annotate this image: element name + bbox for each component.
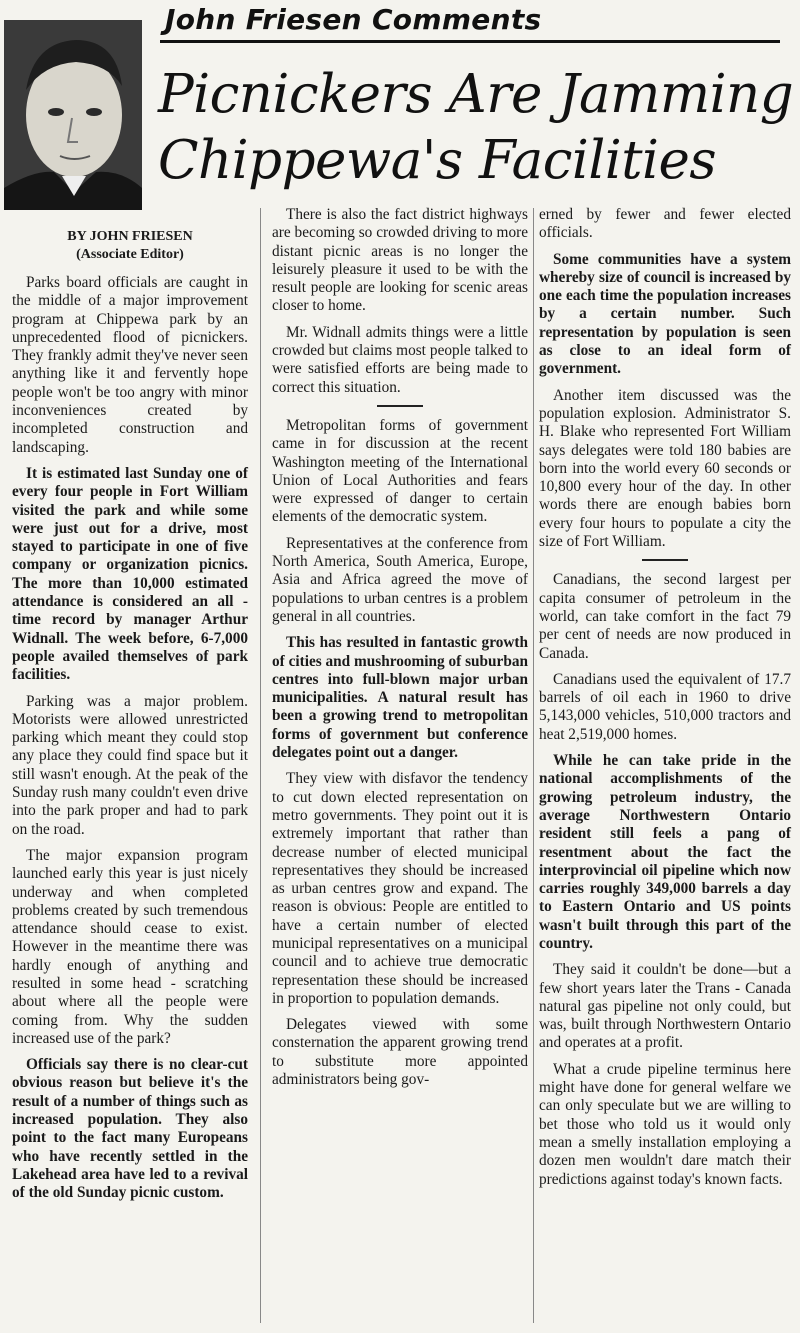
byline-role: (Associate Editor)	[76, 247, 184, 262]
paragraph: Delegates viewed with some consternation the apparent growing trend to substitute more appointed administrators being gov-	[272, 1016, 528, 1089]
paragraph: The major expansion program launched early this year is just nicely underway and when completed problems created by such tremendous attendance should cease to exist. However in the meantime there was hardly enough of anything and resulted in some head - scratching about where all the people were coming from. Why the sudden increased use of the park?	[12, 846, 248, 1047]
paragraph: Canadians, the second largest per capita consumer of petroleum in the world, can take comfort in the fact 79 per cent of needs are now produced in Canada.	[539, 571, 791, 662]
column-divider	[533, 208, 534, 1323]
paragraph: Parking was a major problem. Motorists were allowed unrestricted parking which meant they could stop any place they could find space but it still wasn't enough. At the peak of the Sunday rush many couldn't even drive into the park proper and had to park on the road.	[12, 692, 248, 838]
paragraph: It is estimated last Sunday one of every four people in Fort William visited the park and while some were just out for a drive, most stayed to participate in one of five company or organization picnics. The more than 10,000 estimated attendance is considered an all - time record by manager Arthur Widnall. The week before, 6-7,000 people availed themselves of park facilities.	[12, 464, 248, 684]
paragraph: Representatives at the conference from North America, South America, Europe, Asia and Africa agreed the move of populations to urban centres is a problem general in all countries.	[272, 534, 528, 625]
paragraph: Metropolitan forms of government came in for discussion at the recent Washington meeting of the International Union of Local Authorities and fears were expressed of danger to certain elements of the democratic system.	[272, 416, 528, 526]
kicker-title: John Friesen Comments	[165, 3, 542, 36]
paragraph: This has resulted in fantastic growth of cities and mushrooming of suburban centres into full-blown major urban municipalities. A natural result has been a growing trend to metropolitan forms of government but conference delegates point out a danger.	[272, 634, 528, 762]
column-1	[12, 210, 248, 1211]
paragraph: Parks board officials are caught in the middle of a major improvement program at Chippewa park by an unprecedented flood of picnickers. They frankly admit they've never seen anything like it and fervently hope people won't be too angry with minor inconveniences created by incompleted construction and landscaping.	[12, 274, 248, 456]
column-2	[272, 206, 528, 1097]
paragraph: Another item discussed was the population explosion. Administrator S. H. Blake who represented Fort William says delegates were told 180 babies are born into the world every 60 seconds or 10,800 every hour of the day. In other words there are enough babies born every four hours to populate a city the size of Fort William.	[539, 386, 791, 551]
paragraph: Officials say there is no clear-cut obvious reason but believe it's the result of a number of things such as increased population. They also point to the fact many Europeans who have recently settled in the Lakehead area have led to a revival of the old Sunday picnic custom.	[12, 1056, 248, 1202]
paragraph: Canadians used the equivalent of 17.7 barrels of oil each in 1960 to drive 5,143,000 vehicles, 510,000 tractors and heat 2,519,000 homes.	[539, 670, 791, 743]
headline	[158, 62, 798, 194]
author-photo	[4, 20, 142, 210]
byline-author: BY JOHN FRIESEN	[67, 229, 193, 244]
column-3	[539, 206, 791, 1197]
author-portrait-image	[4, 20, 142, 210]
section-divider	[642, 559, 688, 561]
column-divider	[260, 208, 261, 1323]
headline-line-1: Picnickers Are Jamming	[158, 64, 794, 125]
paragraph: Some communities have a system whereby size of council is increased by one each time the population increases by a certain number. Such representation by population is seen as close to an ideal form of government.	[539, 250, 791, 378]
paragraph: There is also the fact district highways are becoming so crowded driving to more distant picnic areas is no longer the leisurely pleasure it used to be with the result people are looking for scenic areas closer to home.	[272, 206, 528, 315]
paragraph: erned by fewer and fewer elected officials.	[539, 206, 791, 242]
paragraph: While he can take pride in the national accomplishments of the growing petroleum industry, the average Northwestern Ontario resident still feels a pang of resentment about the fact the interprovincial oil pipeline which now carries roughly 349,000 barrels a day to Eastern Ontario and US points wasn't built through this part of the country.	[539, 752, 791, 952]
paragraph: They view with disfavor the tendency to cut down elected representation on metro governments. They point out it is extremely important that rather than decrease number of elected municipal representatives they should be increased as urban centres grow and expand. The reason is obvious: People are entitled to have a certain number of elected municipal representatives on a municipal council and to achieve true democratic representation these should be increased in proportion to population demands.	[272, 770, 528, 1007]
section-divider	[377, 405, 423, 407]
byline	[12, 228, 248, 264]
kicker-rule	[160, 40, 780, 43]
paragraph: What a crude pipeline terminus here might have done for general welfare we can only speculate but we are willing to bet those who told us it would only mean a smelly installation employing a dozen men wouldn't dare match their predictions against today's known facts.	[539, 1060, 791, 1188]
paragraph: Mr. Widnall admits things were a little crowded but claims most people talked to were satisfied efforts are being made to correct this situation.	[272, 323, 528, 396]
headline-line-2: Chippewa's Facilities	[158, 130, 717, 191]
paragraph: They said it couldn't be done—but a few short years later the Trans - Canada natural gas pipeline not only could, but was, built through Northwestern Ontario and operates at a profit.	[539, 961, 791, 1052]
